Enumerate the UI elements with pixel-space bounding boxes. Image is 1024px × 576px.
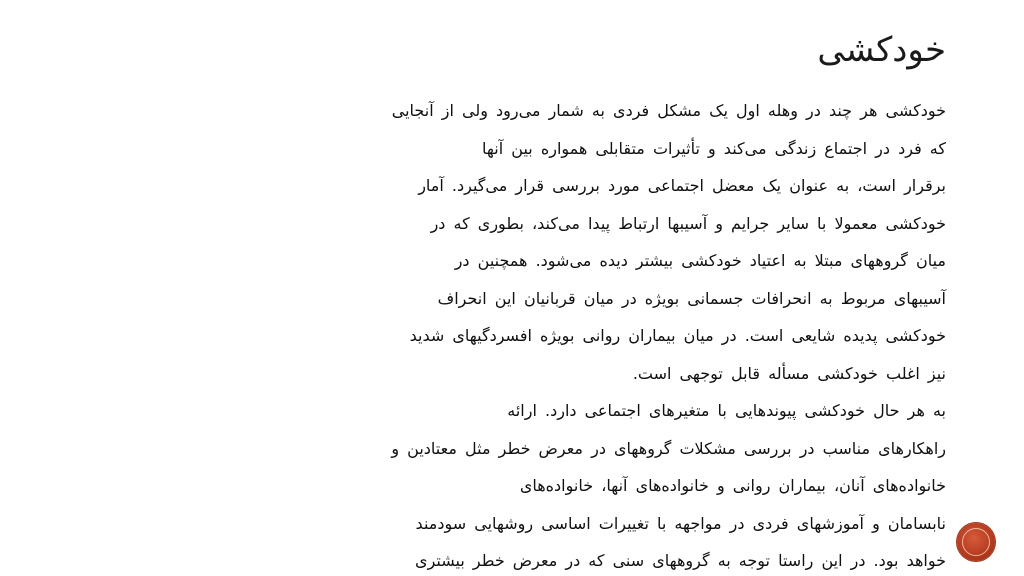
body-line: خودکشی معمولا با سایر جرایم و آسیبها ارتباط پیدا می‌کند، بطوری که در	[430, 213, 946, 233]
body-line: راهکارهای مناسب در بررسی مشکلات گروههای در معرض خطر مثل معتادین و	[391, 438, 946, 458]
body-line: خواهد بود. در این راستا توجه به گروههای سنی که در معرض خطر بیشتری	[415, 551, 946, 570]
decorative-circle-icon	[957, 523, 995, 561]
body-line: نابسامان و آموزشهای فردی در مواجهه با تغییرات اساسی روشهایی سودمند	[415, 513, 946, 533]
body-line: که فرد در اجتماع زندگی می‌کند و تأثیرات متقابلی همواره بین آنها	[482, 138, 946, 158]
body-line: خودکشی پدیده شایعی است. در میان بیماران روانی بویژه افسردگیهای شدید	[409, 326, 946, 345]
body-line: میان گروههای مبتلا به اعتیاد خودکشی بیشتر دیده می‌شود. همچنین در	[454, 251, 946, 270]
slide-body	[86, 92, 946, 576]
decorative-ring	[962, 528, 990, 556]
slide-title: خودکشی	[817, 30, 946, 70]
body-line: برقرار است، به عنوان یک معضل اجتماعی مورد بررسی قرار می‌گیرد. آمار	[418, 176, 946, 195]
body-line: خودکشی هر چند در وهله اول یک مشکل فردی به شمار می‌رود ولی از آنجایی	[391, 101, 946, 120]
body-line: به هر حال خودکشی پیوندهایی با متغیرهای اجتماعی دارد. ارائه	[507, 401, 946, 420]
body-line: خانواده‌های آنان، بیماران روانی و خانواده‌های آنها، خانواده‌های	[519, 476, 946, 495]
body-line: نیز اغلب خودکشی مسأله قابل توجهی است.	[632, 363, 946, 383]
body-line: آسیبهای مربوط به انحرافات جسمانی بویژه در میان قربانیان این انحراف	[437, 288, 946, 308]
